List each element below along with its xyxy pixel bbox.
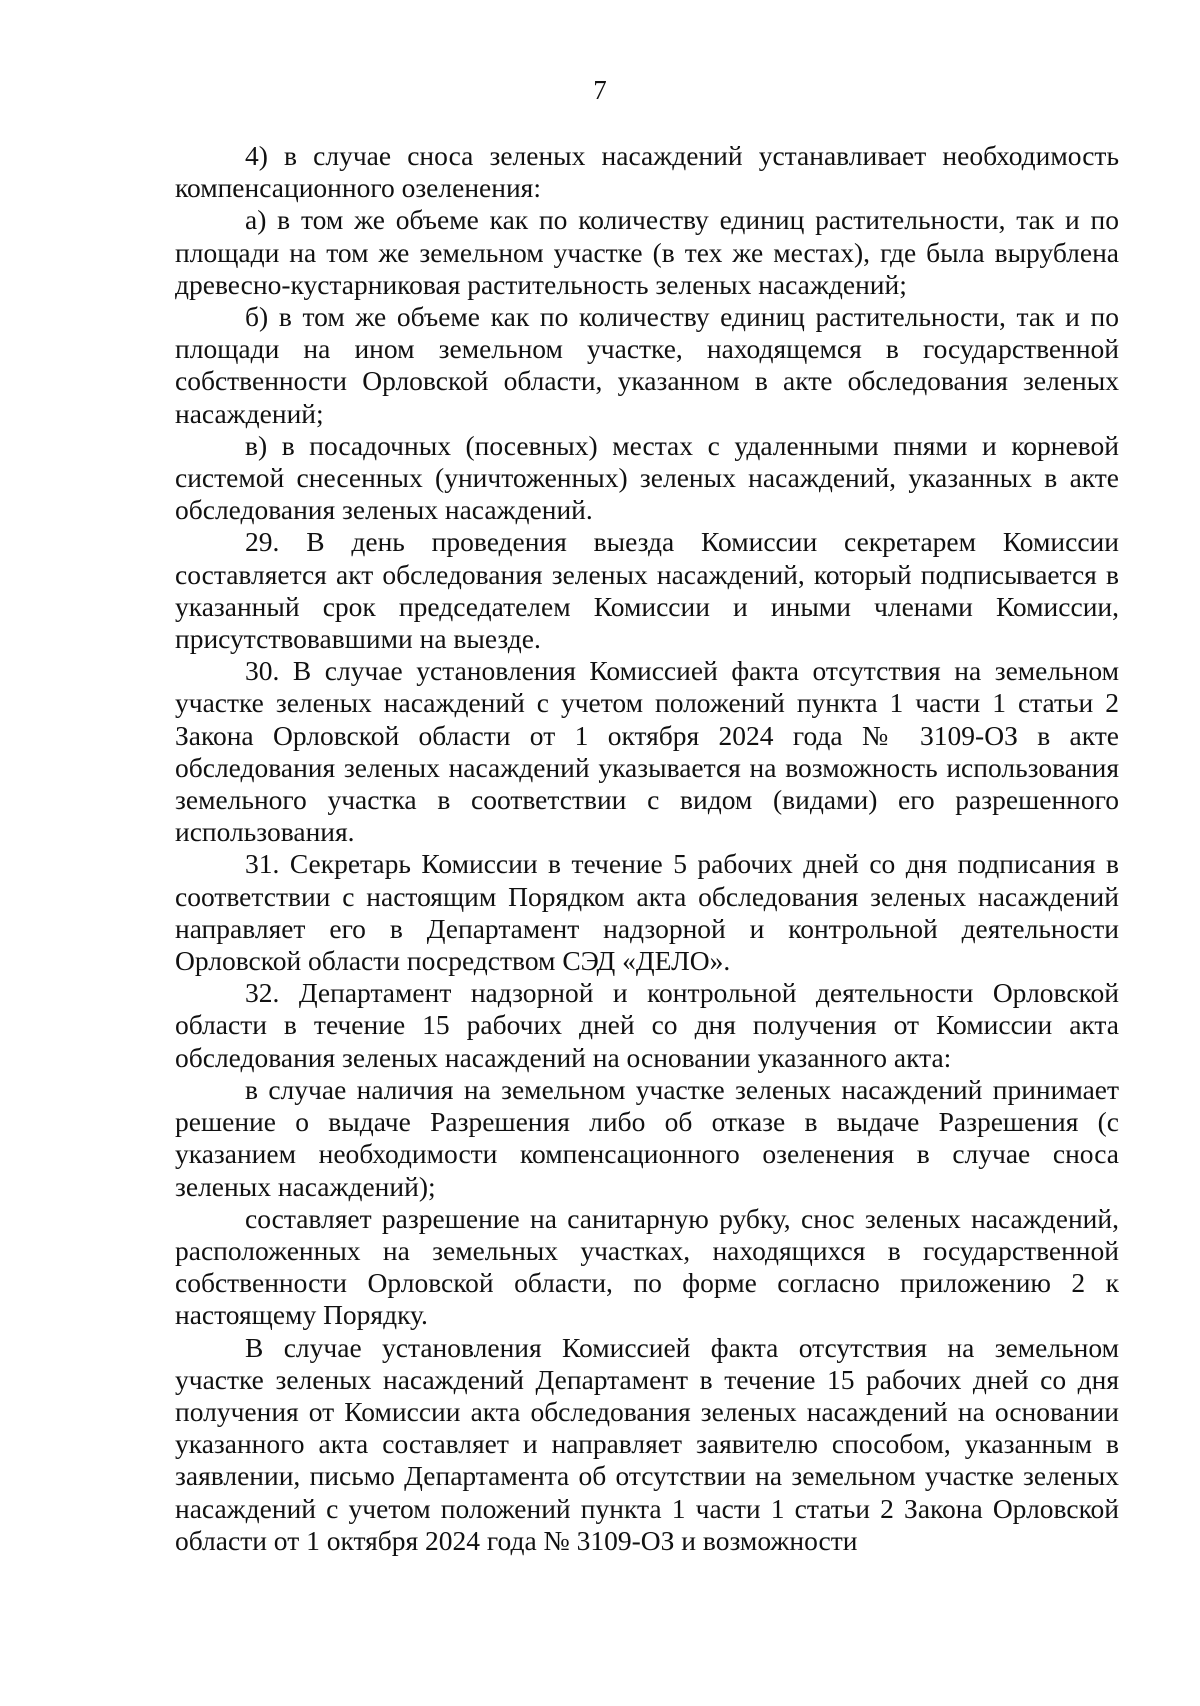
page-number: 7 <box>593 75 607 105</box>
paragraph-item-4: 4) в случае сноса зеленых насаждений устанавливает необходимость компенсационного озеленения: <box>175 140 1119 204</box>
paragraph-31: 31. Секретарь Комиссии в течение 5 рабочих дней со дня подписания в соответствии с настоящим Порядком акта обследования зеленых насаждений направляет его в Департамент надзорной и контрольной деятельности Орловской области посредством СЭД «ДЕЛО». <box>175 848 1119 977</box>
paragraph-32: 32. Департамент надзорной и контрольной деятельности Орловской области в течение 15 рабочих дней со дня получения от Комиссии акта обследования зеленых насаждений на основании указанного акта: <box>175 977 1119 1073</box>
paragraph-30: 30. В случае установления Комиссией факта отсутствия на земельном участке зеленых насаждений с учетом положений пункта 1 части 1 статьи 2 Закона Орловской области от 1 октября 2024 года № 3109-ОЗ в акте обследования зеленых насаждений указывается на возможность использования земельного участка в соответствии с видом (видами) его разрешенного использования. <box>175 655 1119 848</box>
paragraph-32-case-absent: В случае установления Комиссией факта отсутствия на земельном участке зеленых насаждений Департамент в течение 15 рабочих дней со дня получения от Комиссии акта обследования зеленых насаждений на основании указанного акта составляет и направляет заявителю способом, указанным в заявлении, письмо Департамента об отсутствии на земельном участке зеленых насаждений с учетом положений пункта 1 части 1 статьи 2 Закона Орловской области от 1 октября 2024 года № 3109-ОЗ и возможности <box>175 1331 1119 1556</box>
document-body <box>175 140 1119 1557</box>
paragraph-32-permit: составляет разрешение на санитарную рубку, снос зеленых насаждений, расположенных на земельных участках, находящихся в государственной собственности Орловской области, по форме согласно приложению 2 к настоящему Порядку. <box>175 1202 1119 1331</box>
paragraph-subitem-v: в) в посадочных (посевных) местах с удаленными пнями и корневой системой снесенных (уничтоженных) зеленых насаждений, указанных в акте обследования зеленых насаждений. <box>175 429 1119 526</box>
paragraph-29: 29. В день проведения выезда Комиссии секретарем Комиссии составляется акт обследования зеленых насаждений, который подписывается в указанный срок председателем Комиссии и иными членами Комиссии, присутствовавшими на выезде. <box>175 526 1119 655</box>
paragraph-subitem-a: а) в том же объеме как по количеству единиц растительности, так и по площади на том же земельном участке (в тех же местах), где была вырублена древесно-кустарниковая растительность зеленых насаждений; <box>175 204 1119 300</box>
paragraph-32-case-present: в случае наличия на земельном участке зеленых насаждений принимает решение о выдаче Разрешения либо об отказе в выдаче Разрешения (с указанием необходимости компенсационного озеленения в случае сноса зеленых насаждений); <box>175 1073 1119 1202</box>
paragraph-subitem-b: б) в том же объеме как по количеству единиц растительности, так и по площади на ином земельном участке, находящемся в государственной собственности Орловской области, указанном в акте обследования зеленых насаждений; <box>175 301 1119 429</box>
